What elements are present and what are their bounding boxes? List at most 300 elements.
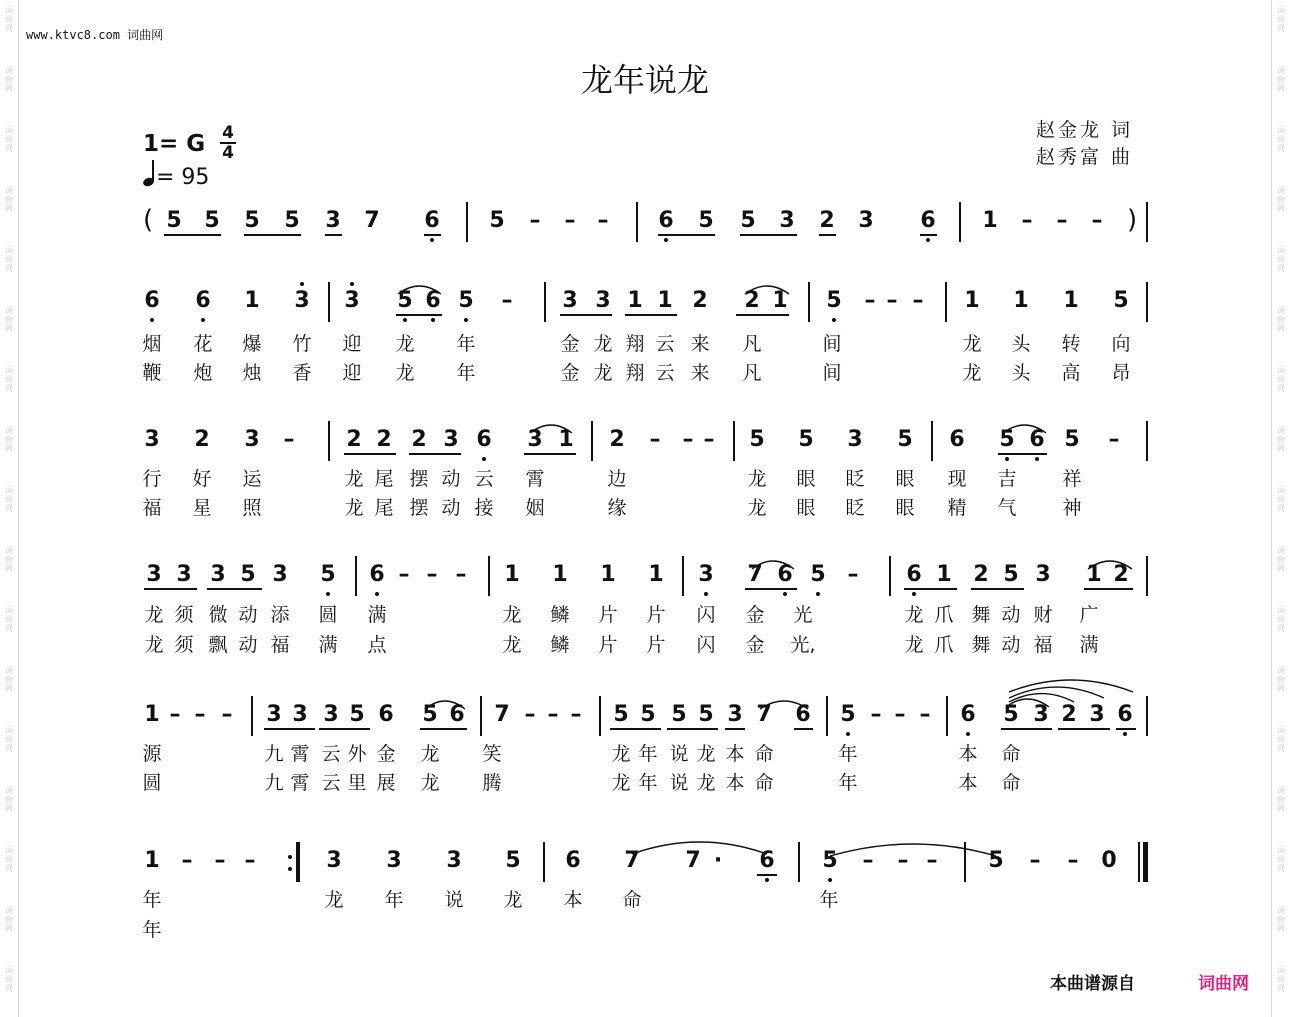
slur-arc bbox=[745, 286, 789, 294]
jianpu-note: 3 bbox=[1035, 562, 1051, 587]
jianpu-note: 3 bbox=[595, 288, 611, 313]
lyric-verse-2: 展 bbox=[376, 772, 396, 794]
jianpu-note: 2 bbox=[376, 427, 392, 452]
lyric-verse-2: 云 bbox=[321, 772, 341, 794]
jianpu-note: 3 bbox=[727, 702, 743, 727]
jianpu-note: 3 bbox=[858, 208, 874, 233]
watermark-text: 词 曲 网 bbox=[5, 606, 13, 633]
dash-mark: – bbox=[169, 702, 181, 727]
lyric-verse-2: 本 bbox=[725, 772, 745, 794]
lyric-verse-2: 翔 bbox=[625, 362, 645, 384]
jianpu-note: 5 bbox=[698, 208, 714, 233]
open-paren: ( bbox=[143, 205, 154, 235]
lyric-verse-2: 眼 bbox=[796, 497, 816, 519]
lyric-verse-1: 外 bbox=[347, 743, 367, 765]
lyric-verse-2: 本 bbox=[958, 772, 978, 794]
lyric-verse-1: 行 bbox=[142, 468, 162, 490]
watermark-text: 词 曲 网 bbox=[1277, 726, 1285, 753]
jianpu-note: 1 bbox=[558, 427, 574, 452]
jianpu-note: 7 bbox=[364, 208, 380, 233]
lyric-verse-1: 霄 bbox=[525, 468, 545, 490]
dash-mark: – bbox=[1067, 848, 1079, 873]
lyric-verse-1: 龙 bbox=[420, 743, 440, 765]
watermark-text: 词 曲 网 bbox=[1277, 846, 1285, 873]
lyric-verse-2: 爪 bbox=[934, 634, 954, 656]
watermark-text: 词 曲 网 bbox=[1277, 606, 1285, 633]
slur-arc bbox=[1009, 680, 1133, 692]
jianpu-note: 7 bbox=[756, 702, 772, 727]
lyric-verse-2: 福 bbox=[1033, 634, 1053, 656]
lyric-verse-2: 金 bbox=[560, 362, 580, 384]
watermark-text: 词 曲 网 bbox=[5, 546, 13, 573]
jianpu-note: 6 bbox=[449, 702, 465, 727]
jianpu-note: 5 bbox=[613, 702, 629, 727]
jianpu-note: 5 bbox=[740, 208, 756, 233]
jianpu-note: 5 bbox=[244, 208, 260, 233]
lyric-verse-2: 来 bbox=[690, 362, 710, 384]
lyric-verse-1: 本 bbox=[958, 743, 978, 765]
lyric-verse-2: 气 bbox=[997, 497, 1017, 519]
lyric-verse-1: 舞 bbox=[971, 604, 991, 626]
watermark-text: 词 曲 网 bbox=[5, 846, 13, 873]
lyric-verse-2: 眨 bbox=[845, 497, 865, 519]
lyric-verse-2: 圆 bbox=[142, 772, 162, 794]
lyric-verse-1: 眼 bbox=[796, 468, 816, 490]
lyric-verse-2: 龙 bbox=[962, 362, 982, 384]
lyric-verse-2: 炮 bbox=[193, 362, 213, 384]
source-name: 词曲网 bbox=[1198, 974, 1249, 994]
lyric-verse-2: 动 bbox=[1001, 634, 1021, 656]
lyric-verse-2: 烛 bbox=[242, 362, 262, 384]
watermark-text: 词 曲 网 bbox=[5, 906, 13, 933]
lyric-verse-2: 年 bbox=[142, 919, 162, 941]
jianpu-note: 5 bbox=[897, 427, 913, 452]
lyric-verse-2: 动 bbox=[238, 634, 258, 656]
jianpu-note: 6 bbox=[378, 702, 394, 727]
dash-mark: – bbox=[194, 702, 206, 727]
watermark-text: 词 曲 网 bbox=[5, 126, 13, 153]
lyric-verse-1: 运 bbox=[242, 468, 262, 490]
lyric-verse-1: 片 bbox=[646, 604, 666, 626]
lyric-verse-1: 龙 bbox=[502, 604, 522, 626]
jianpu-note: 5 bbox=[505, 848, 521, 873]
jianpu-note: 3 bbox=[562, 288, 578, 313]
jianpu-note: 1 bbox=[600, 562, 616, 587]
jianpu-note: 2 bbox=[692, 288, 708, 313]
lyric-verse-2: 神 bbox=[1062, 497, 1082, 519]
lyric-verse-2: 腾 bbox=[482, 772, 502, 794]
slur-arc bbox=[398, 286, 441, 294]
jianpu-note: 1 bbox=[1013, 288, 1029, 313]
jianpu-note: 5 bbox=[1113, 288, 1129, 313]
jianpu-note: 6 bbox=[960, 702, 976, 727]
dash-mark: – bbox=[847, 562, 859, 587]
jianpu-note: 6 bbox=[369, 562, 385, 587]
watermark-text: 词 曲 网 bbox=[1277, 126, 1285, 153]
dash-mark: – bbox=[221, 702, 233, 727]
dash-mark: – bbox=[1108, 427, 1120, 452]
lyric-verse-2: 龙 bbox=[904, 634, 924, 656]
jianpu-note: 3 bbox=[323, 702, 339, 727]
lyric-verse-1: 年 bbox=[384, 889, 404, 911]
jianpu-note: 1 bbox=[244, 288, 260, 313]
lyric-verse-1: 动 bbox=[238, 604, 258, 626]
watermark-text: 词 曲 网 bbox=[5, 786, 13, 813]
lyric-verse-1: 龙 bbox=[962, 333, 982, 355]
lyric-verse-2: 片 bbox=[646, 634, 666, 656]
dash-mark: – bbox=[181, 848, 193, 873]
lyric-verse-1: 龙 bbox=[593, 333, 613, 355]
watermark-text: 词 曲 网 bbox=[5, 6, 13, 33]
jianpu-note: 5 bbox=[822, 848, 838, 873]
lyric-verse-1: 竹 bbox=[292, 333, 312, 355]
watermark-text: 词 曲 网 bbox=[5, 486, 13, 513]
jianpu-note: 3 bbox=[294, 288, 310, 313]
lyric-verse-1: 命 bbox=[622, 889, 642, 911]
lyric-verse-2: 命 bbox=[1001, 772, 1021, 794]
watermark-text: 词 曲 网 bbox=[1277, 186, 1285, 213]
lyric-verse-1: 头 bbox=[1011, 333, 1031, 355]
dash-mark: – bbox=[894, 702, 906, 727]
jianpu-note: 1 bbox=[627, 288, 643, 313]
lyric-verse-2: 龙 bbox=[344, 497, 364, 519]
jianpu-note: 5 bbox=[840, 702, 856, 727]
watermark-text: 词 曲 网 bbox=[1277, 486, 1285, 513]
lyric-verse-1: 年 bbox=[638, 743, 658, 765]
lyric-verse-1: 边 bbox=[607, 468, 627, 490]
lyric-verse-1: 年 bbox=[819, 889, 839, 911]
jianpu-note: 3 bbox=[144, 427, 160, 452]
watermark-text: 词 曲 网 bbox=[1277, 6, 1285, 33]
lyric-verse-1: 龙 bbox=[611, 743, 631, 765]
lyric-verse-1: 眼 bbox=[895, 468, 915, 490]
lyric-verse-1: 摆 bbox=[409, 468, 429, 490]
lyric-verse-2: 鞭 bbox=[142, 362, 162, 384]
lyric-verse-1: 龙 bbox=[324, 889, 344, 911]
jianpu-note: 6 bbox=[425, 288, 441, 313]
jianpu-note: 5 bbox=[671, 702, 687, 727]
dash-mark: – bbox=[529, 208, 541, 233]
slur-arc bbox=[632, 842, 767, 854]
dash-mark: – bbox=[864, 288, 876, 313]
lyric-verse-1: 烟 bbox=[142, 333, 162, 355]
jianpu-note: 6 bbox=[658, 208, 674, 233]
lyric-verse-1: 说 bbox=[444, 889, 464, 911]
jianpu-note: 2 bbox=[1061, 702, 1077, 727]
lyric-verse-1: 源 bbox=[142, 743, 162, 765]
lyric-verse-2: 眼 bbox=[895, 497, 915, 519]
dash-mark: – bbox=[398, 562, 410, 587]
lyric-verse-1: 迎 bbox=[342, 333, 362, 355]
watermark-text: 词 曲 网 bbox=[5, 726, 13, 753]
jianpu-note: 1 bbox=[1063, 288, 1079, 313]
lyric-verse-1: 本 bbox=[563, 889, 583, 911]
watermark-text: 词 曲 网 bbox=[1277, 786, 1285, 813]
jianpu-note: 6 bbox=[777, 562, 793, 587]
jianpu-note: 1 bbox=[982, 208, 998, 233]
watermark-text: 词 曲 网 bbox=[1277, 966, 1285, 993]
jianpu-note: 0 bbox=[1101, 848, 1117, 873]
lyric-verse-2: 福 bbox=[142, 497, 162, 519]
time-signature-bottom: 4 bbox=[222, 143, 234, 163]
lyric-verse-2: 龙 bbox=[593, 362, 613, 384]
lyric-verse-2: 飘 bbox=[208, 634, 228, 656]
jianpu-note: 3 bbox=[210, 562, 226, 587]
jianpu-note: 5 bbox=[999, 427, 1015, 452]
watermark-text: 词 曲 网 bbox=[1277, 66, 1285, 93]
lyric-verse-1: 云 bbox=[321, 743, 341, 765]
jianpu-note: 5 bbox=[240, 562, 256, 587]
dash-mark: – bbox=[926, 848, 938, 873]
lyric-verse-2: 缘 bbox=[607, 497, 627, 519]
lyric-verse-1: 龙 bbox=[904, 604, 924, 626]
dash-mark: – bbox=[547, 702, 559, 727]
watermark-text: 词 曲 网 bbox=[5, 186, 13, 213]
jianpu-note: 1 bbox=[552, 562, 568, 587]
lyric-verse-2: 尾 bbox=[374, 497, 394, 519]
jianpu-note: 2 bbox=[346, 427, 362, 452]
watermark-text: 词 曲 网 bbox=[1277, 306, 1285, 333]
dash-mark: – bbox=[649, 427, 661, 452]
lyric-verse-2: 头 bbox=[1011, 362, 1031, 384]
jianpu-note: 1 bbox=[936, 562, 952, 587]
jianpu-note: 2 bbox=[194, 427, 210, 452]
jianpu-note: 6 bbox=[795, 702, 811, 727]
jianpu-note: 3 bbox=[698, 562, 714, 587]
jianpu-note: 5 bbox=[458, 288, 474, 313]
jianpu-note: 2 bbox=[411, 427, 427, 452]
lyric-verse-2: 迎 bbox=[342, 362, 362, 384]
watermark-text: 词 曲 网 bbox=[5, 966, 13, 993]
jianpu-note: 6 bbox=[565, 848, 581, 873]
slur-arc bbox=[1088, 561, 1132, 569]
slur-arc bbox=[1003, 425, 1046, 433]
lyric-verse-1: 财 bbox=[1033, 604, 1053, 626]
lyric-verse-1: 现 bbox=[947, 468, 967, 490]
dash-mark: – bbox=[912, 288, 924, 313]
lyric-verse-1: 爪 bbox=[934, 604, 954, 626]
dash-mark: – bbox=[426, 562, 438, 587]
lyric-verse-1: 金 bbox=[560, 333, 580, 355]
lyric-verse-1: 命 bbox=[1001, 743, 1021, 765]
composer-credit: 赵秀富 曲 bbox=[1036, 146, 1134, 168]
jianpu-note: 1 bbox=[1086, 562, 1102, 587]
jianpu-note: 3 bbox=[386, 848, 402, 873]
watermark-text: 词 曲 网 bbox=[1277, 546, 1285, 573]
dash-mark: – bbox=[870, 702, 882, 727]
jianpu-note: 3 bbox=[292, 702, 308, 727]
jianpu-note: 5 bbox=[489, 208, 505, 233]
jianpu-note: 1 bbox=[772, 288, 788, 313]
lyric-verse-2: 舞 bbox=[971, 634, 991, 656]
lyric-verse-1: 片 bbox=[598, 604, 618, 626]
song-title: 龙年说龙 bbox=[580, 61, 709, 99]
lyric-verse-1: 眨 bbox=[845, 468, 865, 490]
lyric-verse-1: 吉 bbox=[997, 468, 1017, 490]
lyric-verse-2: 鳞 bbox=[550, 634, 570, 656]
watermark-text: 词 曲 网 bbox=[5, 366, 13, 393]
jianpu-note: 6 bbox=[144, 288, 160, 313]
jianpu-note: 5 bbox=[320, 562, 336, 587]
lyric-verse-2: 云 bbox=[655, 362, 675, 384]
lyric-verse-2: 龙 bbox=[611, 772, 631, 794]
lyric-verse-1: 龙 bbox=[503, 889, 523, 911]
lyric-verse-1: 龙 bbox=[747, 468, 767, 490]
lyric-verse-1: 翔 bbox=[625, 333, 645, 355]
jianpu-note: 3 bbox=[272, 562, 288, 587]
site-header: www.ktvc8.com 词曲网 bbox=[26, 28, 164, 42]
lyric-verse-2: 龙 bbox=[144, 634, 164, 656]
jianpu-note: 1 bbox=[504, 562, 520, 587]
lyric-verse-1: 凡 bbox=[742, 333, 762, 355]
dash-mark: – bbox=[919, 702, 931, 727]
jianpu-note: 6 bbox=[1029, 427, 1045, 452]
lyric-verse-2: 霄 bbox=[290, 772, 310, 794]
lyric-verse-1: 龙 bbox=[395, 333, 415, 355]
jianpu-note: 1 bbox=[964, 288, 980, 313]
dash-mark: – bbox=[214, 848, 226, 873]
lyric-verse-2: 片 bbox=[598, 634, 618, 656]
tempo-value: = 95 bbox=[156, 165, 210, 190]
lyric-verse-1: 光 bbox=[793, 604, 813, 626]
jianpu-note: · bbox=[713, 848, 723, 873]
lyric-verse-2: 龙 bbox=[502, 634, 522, 656]
jianpu-note: 6 bbox=[476, 427, 492, 452]
lyric-verse-1: 尾 bbox=[374, 468, 394, 490]
jianpu-note: 3 bbox=[779, 208, 795, 233]
lyric-verse-1: 满 bbox=[367, 604, 387, 626]
jianpu-note: 3 bbox=[266, 702, 282, 727]
lyric-verse-2: 闪 bbox=[696, 634, 716, 656]
jianpu-note: 2 bbox=[819, 208, 835, 233]
lyric-verse-2: 香 bbox=[292, 362, 312, 384]
jianpu-note: 5 bbox=[397, 288, 413, 313]
lyric-verse-2: 命 bbox=[754, 772, 774, 794]
lyric-verse-1: 说 bbox=[669, 743, 689, 765]
lyric-verse-2: 满 bbox=[318, 634, 338, 656]
lyric-verse-2: 间 bbox=[822, 362, 842, 384]
slur-arc bbox=[830, 844, 996, 856]
lyric-verse-2: 年 bbox=[838, 772, 858, 794]
jianpu-note: 5 bbox=[204, 208, 220, 233]
jianpu-note: 5 bbox=[349, 702, 365, 727]
dash-mark: – bbox=[524, 702, 536, 727]
jianpu-note: 1 bbox=[144, 702, 160, 727]
lyric-verse-1: 年 bbox=[456, 333, 476, 355]
jianpu-note: 5 bbox=[1064, 427, 1080, 452]
watermark-text: 词 曲 网 bbox=[1277, 246, 1285, 273]
key-signature: 1= G bbox=[143, 131, 206, 157]
dash-mark: – bbox=[244, 848, 256, 873]
lyric-verse-1: 向 bbox=[1111, 333, 1131, 355]
watermark-text: 词 曲 网 bbox=[5, 306, 13, 333]
jianpu-note: 5 bbox=[749, 427, 765, 452]
jianpu-note: 1 bbox=[648, 562, 664, 587]
lyric-verse-2: 星 bbox=[192, 497, 212, 519]
dash-mark: – bbox=[455, 562, 467, 587]
jianpu-note: 2 bbox=[973, 562, 989, 587]
lyric-verse-1: 祥 bbox=[1062, 468, 1082, 490]
jianpu-note: 7 bbox=[624, 848, 640, 873]
lyric-verse-2: 高 bbox=[1061, 362, 1081, 384]
lyric-verse-1: 爆 bbox=[242, 333, 262, 355]
jianpu-note: 6 bbox=[195, 288, 211, 313]
dash-mark: – bbox=[1091, 208, 1103, 233]
lyric-verse-2: 金 bbox=[745, 634, 765, 656]
dash-mark: – bbox=[1029, 848, 1041, 873]
lyric-verse-1: 微 bbox=[208, 604, 228, 626]
jianpu-note: 5 bbox=[826, 288, 842, 313]
jianpu-note: 6 bbox=[949, 427, 965, 452]
watermark-text: 词 曲 网 bbox=[5, 426, 13, 453]
time-signature-top: 4 bbox=[222, 123, 234, 143]
jianpu-note: 3 bbox=[325, 208, 341, 233]
watermark-text: 词 曲 网 bbox=[1277, 906, 1285, 933]
jianpu-note: 7 bbox=[685, 848, 701, 873]
lyric-verse-2: 里 bbox=[347, 772, 367, 794]
lyric-verse-2: 点 bbox=[367, 634, 387, 656]
jianpu-note: 1 bbox=[144, 848, 160, 873]
lyric-verse-1: 转 bbox=[1061, 333, 1081, 355]
slur-arc bbox=[760, 701, 808, 709]
jianpu-note: 6 bbox=[906, 562, 922, 587]
dash-mark: – bbox=[597, 208, 609, 233]
lyric-verse-2: 龙 bbox=[747, 497, 767, 519]
jianpu-note: 3 bbox=[244, 427, 260, 452]
lyric-verse-1: 广 bbox=[1079, 604, 1099, 626]
lyric-verse-1: 本 bbox=[725, 743, 745, 765]
jianpu-note: 6 bbox=[759, 848, 775, 873]
jianpu-note: 2 bbox=[744, 288, 760, 313]
jianpu-note: 3 bbox=[443, 427, 459, 452]
slur-arc bbox=[425, 701, 465, 709]
dash-mark: – bbox=[283, 427, 295, 452]
lyric-verse-1: 动 bbox=[1001, 604, 1021, 626]
lyric-verse-1: 金 bbox=[376, 743, 396, 765]
lyric-verse-1: 年 bbox=[838, 743, 858, 765]
dash-mark: – bbox=[1056, 208, 1068, 233]
jianpu-note: 3 bbox=[176, 562, 192, 587]
jianpu-note: 7 bbox=[494, 702, 510, 727]
lyric-verse-1: 龙 bbox=[344, 468, 364, 490]
lyricist-credit: 赵金龙 词 bbox=[1036, 119, 1134, 141]
dash-mark: – bbox=[501, 288, 513, 313]
jianpu-note: 5 bbox=[166, 208, 182, 233]
jianpu-note: 3 bbox=[326, 848, 342, 873]
dash-mark: – bbox=[570, 702, 582, 727]
jianpu-note: 2 bbox=[1113, 562, 1129, 587]
jianpu-note: 6 bbox=[920, 208, 936, 233]
watermark-text: 词 曲 网 bbox=[1277, 666, 1285, 693]
dash-mark: – bbox=[564, 208, 576, 233]
lyric-verse-1: 动 bbox=[441, 468, 461, 490]
lyric-verse-2: 须 bbox=[174, 634, 194, 656]
jianpu-note: 6 bbox=[1117, 702, 1133, 727]
lyric-verse-2: 年 bbox=[456, 362, 476, 384]
watermark-text: 词 曲 网 bbox=[5, 666, 13, 693]
lyric-verse-2: 年 bbox=[638, 772, 658, 794]
lyric-verse-2: 光, bbox=[790, 634, 816, 656]
lyric-verse-1: 添 bbox=[270, 604, 290, 626]
jianpu-note: 5 bbox=[1003, 702, 1019, 727]
lyric-verse-1: 圆 bbox=[318, 604, 338, 626]
lyric-verse-1: 龙 bbox=[696, 743, 716, 765]
lyric-verse-1: 年 bbox=[142, 889, 162, 911]
lyric-verse-2: 福 bbox=[270, 634, 290, 656]
watermark-text: 词 曲 网 bbox=[1277, 426, 1285, 453]
lyric-verse-2: 昂 bbox=[1111, 362, 1131, 384]
lyric-verse-2: 满 bbox=[1079, 634, 1099, 656]
